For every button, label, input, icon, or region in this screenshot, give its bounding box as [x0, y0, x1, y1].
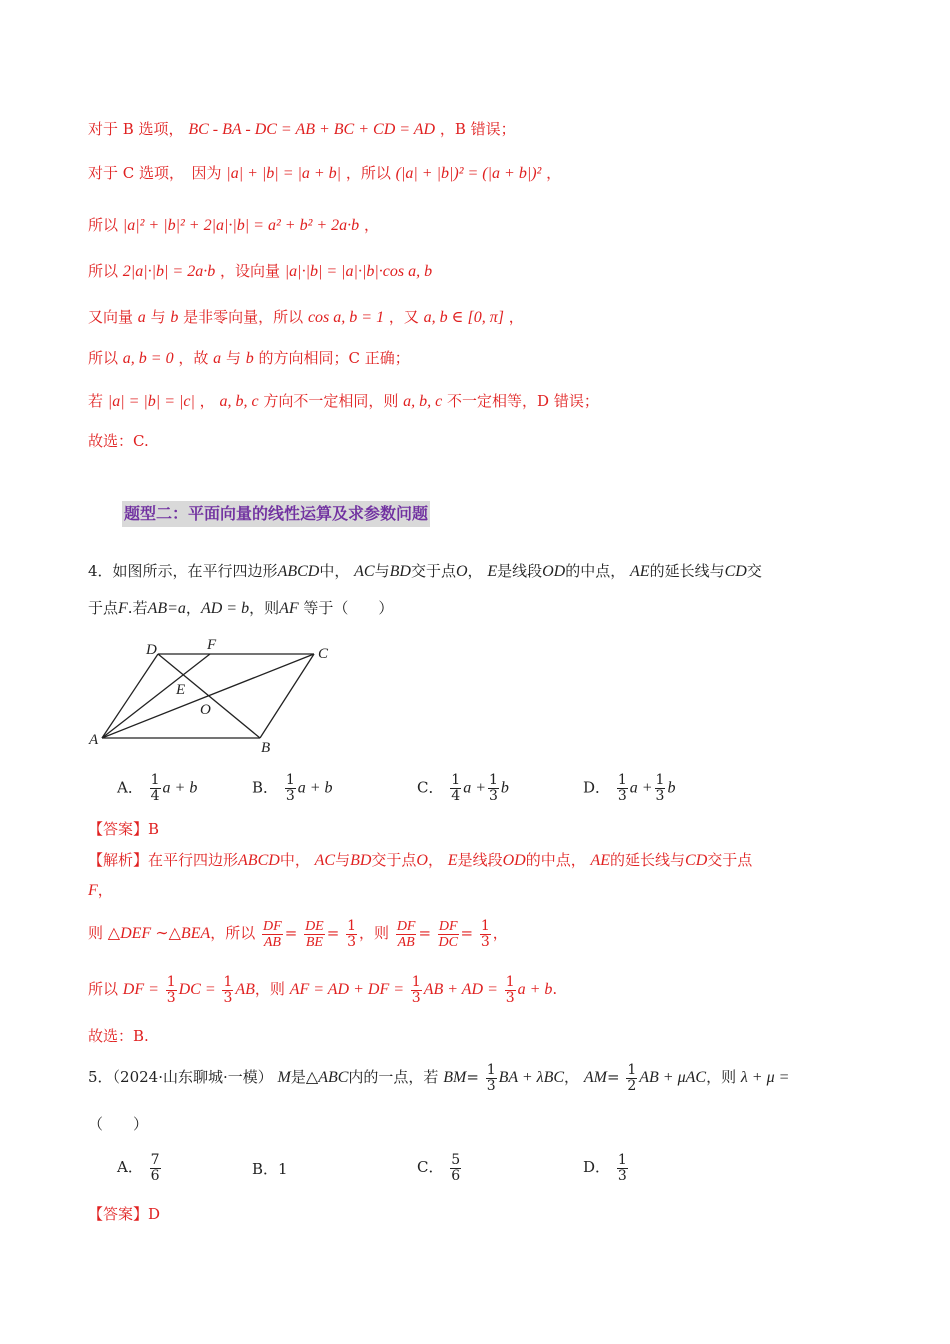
label-o: O: [200, 702, 211, 718]
q4-conclusion: 故选：B.: [88, 1027, 149, 1045]
solution-conclusion: 故选：C.: [88, 432, 149, 450]
solution-line-c1: 对于 C 选项， 因为 |a| + |b| = |a + b| ，所以 (|a| + |b|)² = (|a + b|)² ，: [88, 164, 562, 182]
q4-analysis-line2: F，: [88, 881, 113, 899]
q4-option-d[interactable]: D． $\frac{1}{3}$ a + $\frac{1}{3}$ b: [583, 772, 676, 804]
formula: |a|² + |b|² + 2|a|·|b| = a² + b² + 2a·b: [122, 217, 360, 234]
solution-line-c2: 所以 |a|² + |b|² + 2|a|·|b| = a² + b² + 2a·b ，: [88, 216, 379, 234]
q5-option-b[interactable]: B．1: [252, 1160, 288, 1178]
label-b: B: [261, 740, 271, 756]
formula: |a| + |b| = |a + b|: [226, 165, 342, 182]
q4-analysis-line3: 则 △DEF ∼△BEA，所以 $\frac{DF}{AB}$ = $\frac{DE}{BE}$ = $\frac{1}{3}$ ，则 $\frac{DF}{AB}$ = $\frac{DF}{DC}$ = $\frac{1}{3}$ ，: [88, 917, 508, 950]
side-ad: [102, 654, 158, 738]
q4-option-c[interactable]: C． $\frac{1}{4}$ a + $\frac{1}{3}$ b: [417, 772, 509, 804]
formula: |a| = |b| = |c|: [107, 393, 195, 410]
segment-af: [102, 654, 210, 738]
formula: cos a, b = 1: [307, 309, 385, 326]
parallelogram-figure: [86, 632, 346, 756]
label-a: A: [89, 732, 99, 748]
solution-line-b: 对于 B 选项， BC - BA - DC = AB + BC + CD = AD ，B 错误；: [88, 120, 516, 138]
formula: a, b, c: [219, 393, 259, 410]
q4-stem-line1: 4．如图所示，在平行四边形ABCD中， AC与BD交于点O， E是线段OD的中点， AE的延长线与CD交: [88, 562, 762, 580]
formula: 2|a|·|b| = 2a·b: [122, 263, 216, 280]
formula: |a|·|b| = |a|·|b|·cos a, b: [284, 263, 433, 280]
label-f: F: [207, 637, 217, 653]
label-c: C: [318, 646, 329, 662]
formula: a, b = 0: [122, 350, 174, 367]
formula: BC - BA - DC = AB + BC + CD = AD: [188, 121, 436, 138]
diagonal-bd: [158, 654, 260, 738]
label-d: D: [146, 642, 157, 658]
solution-line-c5: 所以 a, b = 0 ，故 a 与 b 的方向相同；C 正确；: [88, 349, 410, 367]
q4-stem-line2: 于点F.若AB=a，AD = b，则AF 等于（ ）: [88, 599, 394, 617]
formula: a, b ∈ [0, π]: [423, 309, 504, 326]
q4-analysis-line4: 所以 DF = $\frac{1}{3}$ DC = $\frac{1}{3}$ AB，则 AF = AD + DF = $\frac{1}{3}$ AB + AD = $\frac{1}{3}$ a + b.: [88, 973, 558, 1006]
q4-analysis-line1: 【解析】在平行四边形ABCD中， AC与BD交于点O， E是线段OD的中点， AE的延长线与CD交于点: [88, 851, 753, 869]
q5-option-c[interactable]: C． $\frac{5}{6}$: [417, 1151, 461, 1184]
solution-line-c4: 又向量 a 与 b 是非零向量，所以 cos a, b = 1 ，又 a, b ∈ [0, π] ，: [88, 308, 524, 326]
formula: a, b, c: [403, 393, 443, 410]
side-cb: [260, 654, 314, 738]
solution-line-c3: 所以 2|a|·|b| = 2a·b ，设向量 |a|·|b| = |a|·|b|·cos a, b: [88, 262, 433, 280]
label-e: E: [176, 682, 186, 698]
section-heading: 题型二：平面向量的线性运算及求参数问题: [122, 501, 430, 527]
q5-option-a[interactable]: A． $\frac{7}{6}$: [117, 1151, 160, 1184]
q5-answer: 【答案】D: [88, 1205, 161, 1223]
q4-answer: 【答案】B: [88, 820, 160, 838]
q5-option-d[interactable]: D． $\frac{1}{3}$: [583, 1151, 627, 1184]
solution-line-d: 若 |a| = |b| = |c| ， a, b, c 方向不一定相同，则 a, b, c 不一定相等，D 错误；: [88, 392, 599, 410]
q4-option-a[interactable]: A． $\frac{1}{4}$ a + b: [117, 772, 198, 804]
formula: (|a| + |b|)² = (|a + b|)²: [395, 165, 542, 182]
q5-paren: （ ）: [88, 1115, 149, 1133]
q5-stem-line1: 5．（2024·山东聊城·一模） M是△ABC内的一点，若 BM= $\frac{1}{3}$ BA + λBC， AM= $\frac{1}{2}$ AB + μAC，则 λ + μ =: [88, 1061, 790, 1094]
q4-option-b[interactable]: B． $\frac{1}{3}$ a + b: [252, 772, 333, 804]
